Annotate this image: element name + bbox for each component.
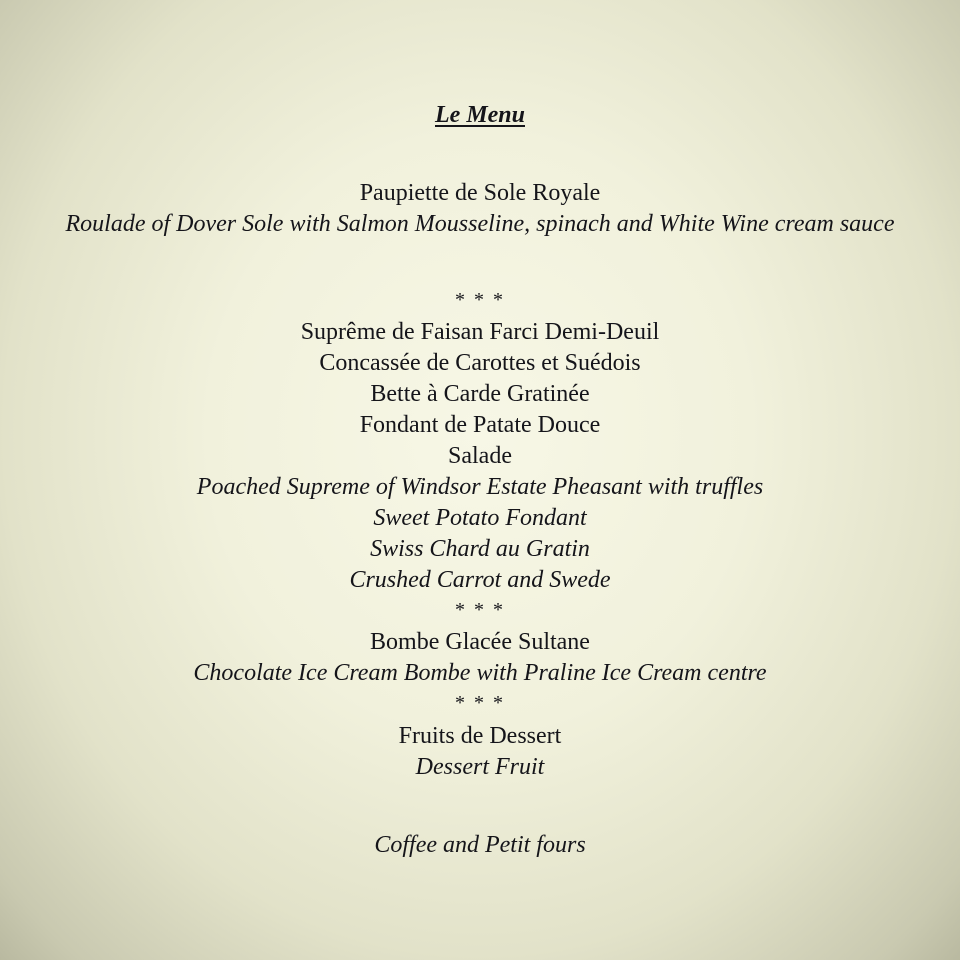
course-2-french-line-5: Salade (448, 443, 512, 469)
closing-line: Coffee and Petit fours (374, 832, 586, 858)
course-2-english-line-3: Swiss Chard au Gratin (370, 536, 590, 562)
separator-2: * * * (455, 599, 505, 621)
course-2-french-line-3: Bette à Carde Gratinée (370, 381, 590, 407)
course-3-french-line-1: Bombe Glacée Sultane (370, 629, 590, 655)
course-3-english-line-1: Chocolate Ice Cream Bombe with Praline Ice Cream centre (193, 660, 767, 686)
course-2-french-line-1: Suprême de Faisan Farci Demi-Deuil (300, 319, 660, 345)
course-1-english-line-1: Roulade of Dover Sole with Salmon Mousseline, spinach and White Wine cream sauce (65, 211, 895, 237)
course-2-french-line-2: Concassée de Carottes et Suédois (319, 350, 641, 376)
course-4-french-line-1: Fruits de Dessert (398, 723, 562, 749)
course-2-english-line-2: Sweet Potato Fondant (373, 505, 587, 531)
course-2-french-line-4: Fondant de Patate Douce (359, 412, 601, 438)
course-1-french-line-1: Paupiette de Sole Royale (359, 180, 601, 206)
course-2-english-line-4: Crushed Carrot and Swede (349, 567, 611, 593)
course-2-english-line-1: Poached Supreme of Windsor Estate Pheasant with truffles (196, 474, 764, 500)
separator-1: * * * (455, 289, 505, 311)
course-4-english-line-1: Dessert Fruit (415, 754, 545, 780)
menu-title: Le Menu (435, 102, 525, 128)
separator-3: * * * (455, 692, 505, 714)
